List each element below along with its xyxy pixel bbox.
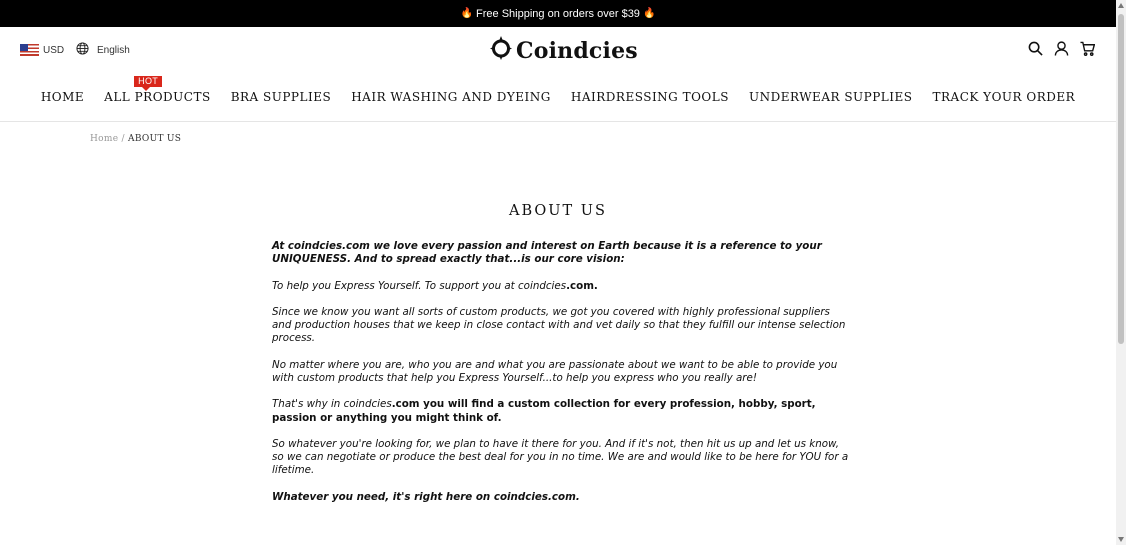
header-actions: [1028, 41, 1096, 57]
nav-item-label: HAIR WASHING AND DYEING: [351, 90, 551, 104]
language-label: English: [97, 44, 130, 56]
paragraph-closing: Whatever you need, it's right here on coindcies.com.: [272, 490, 580, 503]
search-icon[interactable]: [1028, 41, 1044, 57]
fire-icon: 🔥: [460, 8, 474, 19]
paragraph-vision: At coindcies.com we love every passion and interest on Earth because it is a reference to your UNIQUENESS. And to spread exactly that...is our core vision:: [272, 240, 822, 266]
breadcrumb-separator: /: [121, 134, 125, 144]
paragraph-collection: That's why in coindcies.com you will find a custom collection for every profession, hobby, sport, passion or anything you might think of.: [272, 398, 816, 424]
scroll-up-arrow-icon[interactable]: [1118, 3, 1124, 8]
page-title: ABOUT US: [509, 203, 607, 219]
cart-icon[interactable]: [1080, 41, 1096, 57]
nav-item-label: TRACK YOUR ORDER: [932, 90, 1076, 104]
nav-item-hair-washing-and-dyeing[interactable]: [351, 84, 551, 110]
nav-item-label: BRA SUPPLIES: [230, 90, 332, 104]
globe-icon: [76, 42, 89, 58]
nav-item-label: HAIRDRESSING TOOLS: [570, 90, 729, 104]
announcement-text: Free Shipping on orders over $39: [476, 7, 640, 20]
logo-text: Coindcies: [516, 38, 638, 64]
paragraph-suppliers: Since we know you want all sorts of custom products, we got you covered with highly professional suppliers and production houses that we keep in close contact with and vet daily so that they fulfill our intense selection process.: [272, 305, 846, 345]
breadcrumb-current: ABOUT US: [128, 134, 182, 144]
hot-badge: HOT: [134, 76, 162, 87]
breadcrumb-home-link[interactable]: Home: [90, 134, 119, 144]
logo-mark-icon: [490, 36, 512, 66]
nav-item-hairdressing-tools[interactable]: [571, 84, 729, 110]
breadcrumb: [90, 134, 181, 144]
scrollbar-thumb[interactable]: [1118, 14, 1124, 344]
scroll-down-arrow-icon[interactable]: [1118, 537, 1124, 542]
nav-item-label: HOME: [40, 90, 85, 104]
language-selector[interactable]: [76, 42, 130, 58]
vertical-scrollbar[interactable]: [1116, 0, 1126, 545]
nav-item-all-products[interactable]: [104, 76, 211, 110]
paragraph-express: No matter where you are, who you are and what you are passionate about we want to be able to provide you with custom products that help you Express Yourself...to help you express who you really are!: [272, 358, 838, 384]
about-content: [272, 240, 852, 517]
nav-item-underwear-supplies[interactable]: [749, 84, 913, 110]
currency-selector[interactable]: [20, 44, 64, 56]
fire-icon: 🔥: [642, 8, 656, 19]
announcement-bar: [0, 0, 1116, 27]
header: [0, 27, 1116, 73]
currency-label: USD: [43, 44, 65, 56]
header-divider: [0, 121, 1116, 122]
nav-item-bra-supplies[interactable]: [231, 84, 332, 110]
main-navigation: [0, 76, 1116, 110]
nav-item-track-your-order[interactable]: [933, 84, 1076, 110]
nav-item-label: ALL PRODUCTS: [104, 90, 211, 104]
nav-item-label: UNDERWEAR SUPPLIES: [748, 90, 913, 104]
us-flag-icon: [20, 44, 39, 56]
nav-item-home[interactable]: [41, 84, 84, 110]
paragraph-promise: So whatever you're looking for, we plan to have it there for you. And if it's not, then hit us up and let us know, so we can negotiate or produce the best deal for you in no time. We are and would like to be here for YOU for a lifetime.: [272, 437, 849, 477]
site-logo[interactable]: [490, 36, 638, 66]
paragraph-mission: To help you Express Yourself. To support you at coindcies.com.: [272, 279, 598, 292]
account-icon[interactable]: [1054, 41, 1070, 57]
